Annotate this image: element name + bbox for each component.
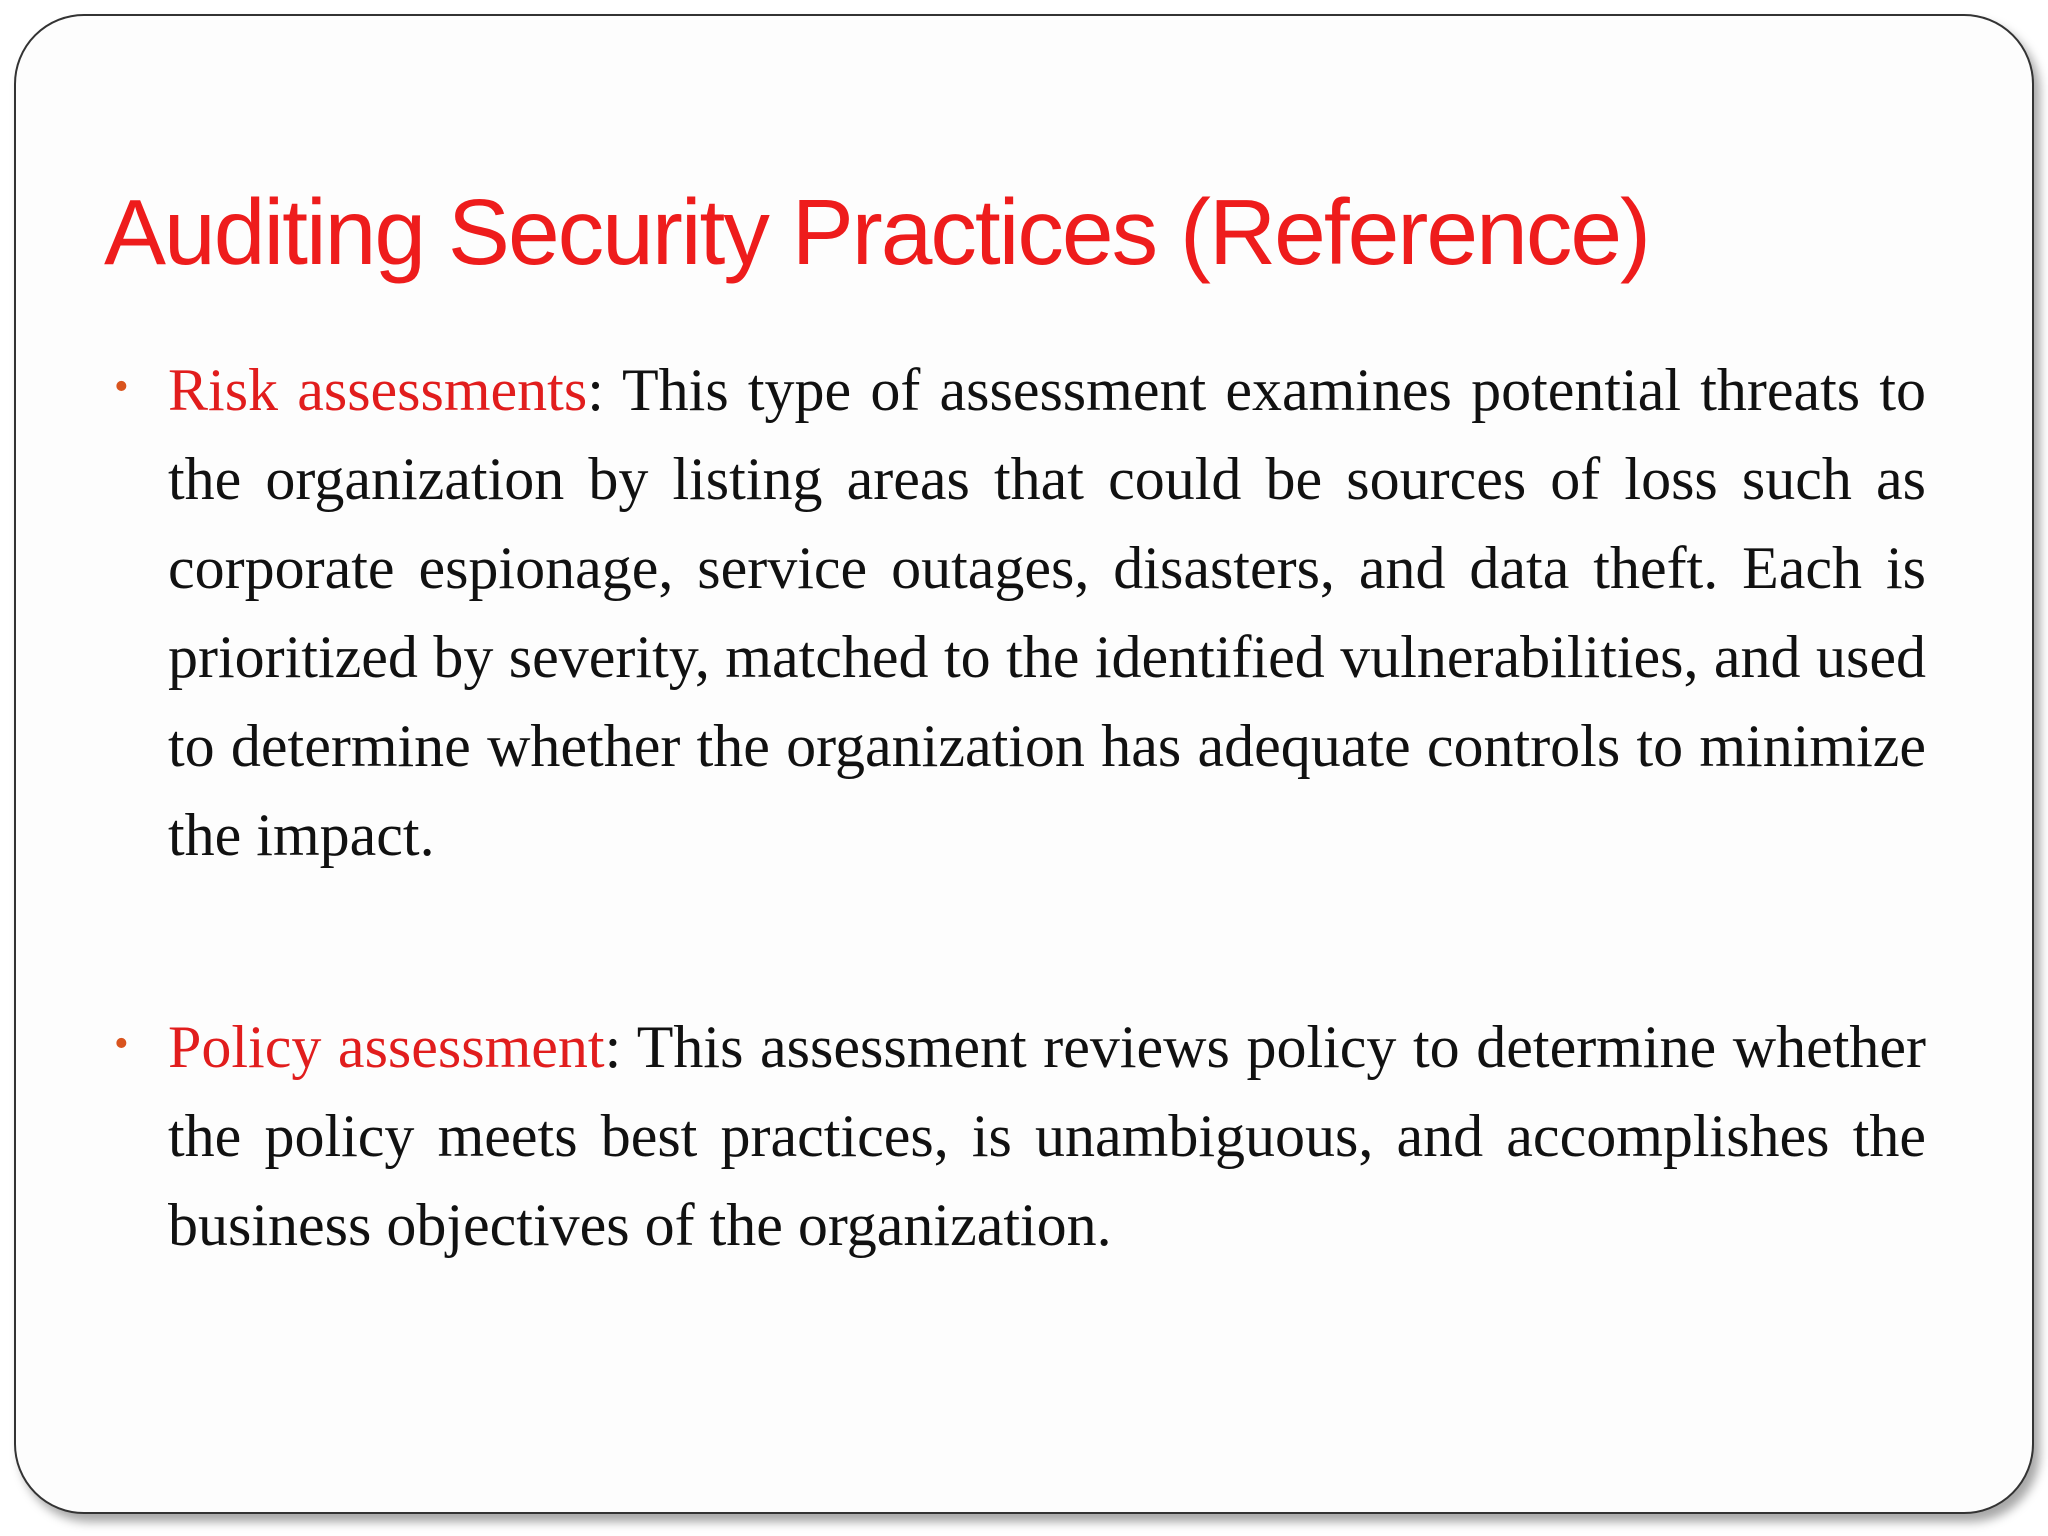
bullet-item-risk-assessments — [114, 346, 1926, 880]
bullet-dot-icon: • — [114, 1021, 129, 1067]
bullet-separator: : — [604, 1014, 622, 1080]
bullet-term: Policy assessment — [168, 1014, 605, 1080]
bullet-item-policy-assessment — [114, 1003, 1926, 1270]
bullet-dot-icon: • — [114, 364, 129, 410]
bullet-term: Risk assessments — [168, 357, 588, 423]
bullet-text: This assessment reviews policy to determine whether the policy meets best practices, is unambiguous, and accomplishes the business objectives of the organization. — [168, 1014, 1926, 1258]
slide-title: Auditing Security Practices (Reference) — [104, 180, 1650, 284]
bullet-text: This type of assessment examines potential threats to the organization by listing areas that could be sources of loss such as corporate espionage, service outages, disasters, and data theft. Each is prioritized by severity, matched to the identified vulnerabilities, and used to determine whether the organization has adequate controls to minimize the impact. — [168, 357, 1926, 868]
bullet-separator: : — [587, 357, 604, 423]
